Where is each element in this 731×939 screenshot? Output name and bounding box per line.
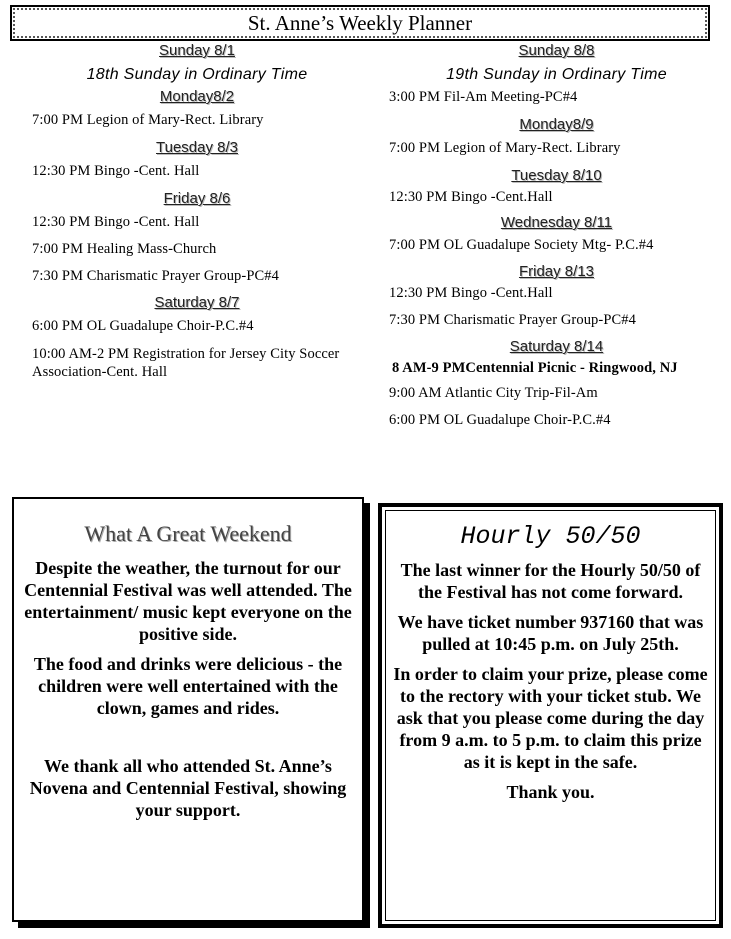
hourly-5050-paragraph: In order to claim your prize, please come to the rectory with your ticket stub. We ask that you please come during the day from 9 a.m. to 5 p.m. to claim this prize as it is kept in the safe. bbox=[393, 664, 708, 772]
hourly-5050-heading: Hourly 50/50 bbox=[460, 522, 641, 551]
weekend-recap-heading: What A Great Weekend bbox=[84, 521, 292, 546]
day-heading-tuesday: Tuesday 8/10 bbox=[511, 167, 602, 184]
day-heading-wednesday: Wednesday 8/11 bbox=[500, 214, 613, 231]
event-item: 10:00 AM-2 PM Registration for Jersey City Soccer Association-Cent. Hall bbox=[32, 346, 340, 380]
occasion-label: 18th Sunday in Ordinary Time bbox=[86, 66, 308, 83]
day-heading-friday: Friday 8/6 bbox=[163, 190, 231, 207]
hourly-5050-box bbox=[378, 503, 723, 928]
day-heading-friday: Friday 8/13 bbox=[518, 263, 595, 280]
event-item: 7:30 PM Charismatic Prayer Group-PC#4 bbox=[32, 268, 279, 284]
event-item: 7:00 PM OL Guadalupe Society Mtg- P.C.#4 bbox=[389, 237, 654, 253]
event-item: 12:30 PM Bingo -Cent.Hall bbox=[389, 285, 553, 301]
event-item: 9:00 AM Atlantic City Trip-Fil-Am bbox=[389, 385, 598, 401]
hourly-5050-paragraph: Thank you. bbox=[506, 782, 595, 802]
day-heading-sunday: Sunday 8/1 bbox=[159, 42, 235, 59]
day-heading-tuesday: Tuesday 8/3 bbox=[156, 139, 238, 156]
hourly-5050-paragraph: The last winner for the Hourly 50/50 of the Festival has not come forward. bbox=[400, 560, 701, 602]
weekend-recap-box bbox=[12, 497, 364, 922]
event-item: 7:30 PM Charismatic Prayer Group-PC#4 bbox=[389, 312, 636, 328]
event-item: 12:30 PM Bingo -Cent. Hall bbox=[32, 214, 200, 230]
day-heading-saturday: Saturday 8/7 bbox=[154, 294, 240, 311]
occasion-label: 19th Sunday in Ordinary Time bbox=[446, 66, 667, 83]
day-heading-saturday: Saturday 8/14 bbox=[509, 338, 604, 355]
planner-week-2 bbox=[389, 44, 724, 429]
weekend-recap-paragraph: We thank all who attended St. Anne’s Novena and Centennial Festival, showing your support. bbox=[29, 756, 347, 820]
event-item: 6:00 PM OL Guadalupe Choir-P.C.#4 bbox=[32, 318, 254, 334]
event-item: 6:00 PM OL Guadalupe Choir-P.C.#4 bbox=[389, 412, 611, 428]
hourly-5050-inner-border bbox=[385, 510, 716, 921]
day-heading-monday: Monday8/9 bbox=[519, 116, 594, 133]
weekend-recap-paragraph: The food and drinks were delicious - the children were well entertained with the clown, games and rides. bbox=[33, 654, 343, 718]
event-item: 3:00 PM Fil-Am Meeting-PC#4 bbox=[389, 89, 578, 105]
hourly-5050-paragraph: We have ticket number 937160 that was pulled at 10:45 p.m. on July 25th. bbox=[397, 612, 704, 654]
day-heading-monday: Monday8/2 bbox=[159, 88, 235, 105]
event-item: 7:00 PM Legion of Mary-Rect. Library bbox=[389, 140, 621, 156]
planner-week-1 bbox=[32, 44, 362, 381]
event-item: 12:30 PM Bingo -Cent. Hall bbox=[32, 163, 200, 179]
event-item: 7:00 PM Legion of Mary-Rect. Library bbox=[32, 112, 264, 128]
weekend-recap-paragraph: Despite the weather, the turnout for our Centennial Festival was well attended. The entertainment/ music kept everyone on the positive side. bbox=[24, 558, 352, 644]
planner-title: St. Anne’s Weekly Planner bbox=[10, 5, 710, 41]
event-item: 7:00 PM Healing Mass-Church bbox=[32, 241, 217, 257]
event-item: 12:30 PM Bingo -Cent.Hall bbox=[389, 189, 553, 205]
event-item: 8 AM-9 PMCentennial Picnic - Ringwood, NJ bbox=[392, 360, 678, 376]
day-heading-sunday: Sunday 8/8 bbox=[518, 42, 595, 59]
